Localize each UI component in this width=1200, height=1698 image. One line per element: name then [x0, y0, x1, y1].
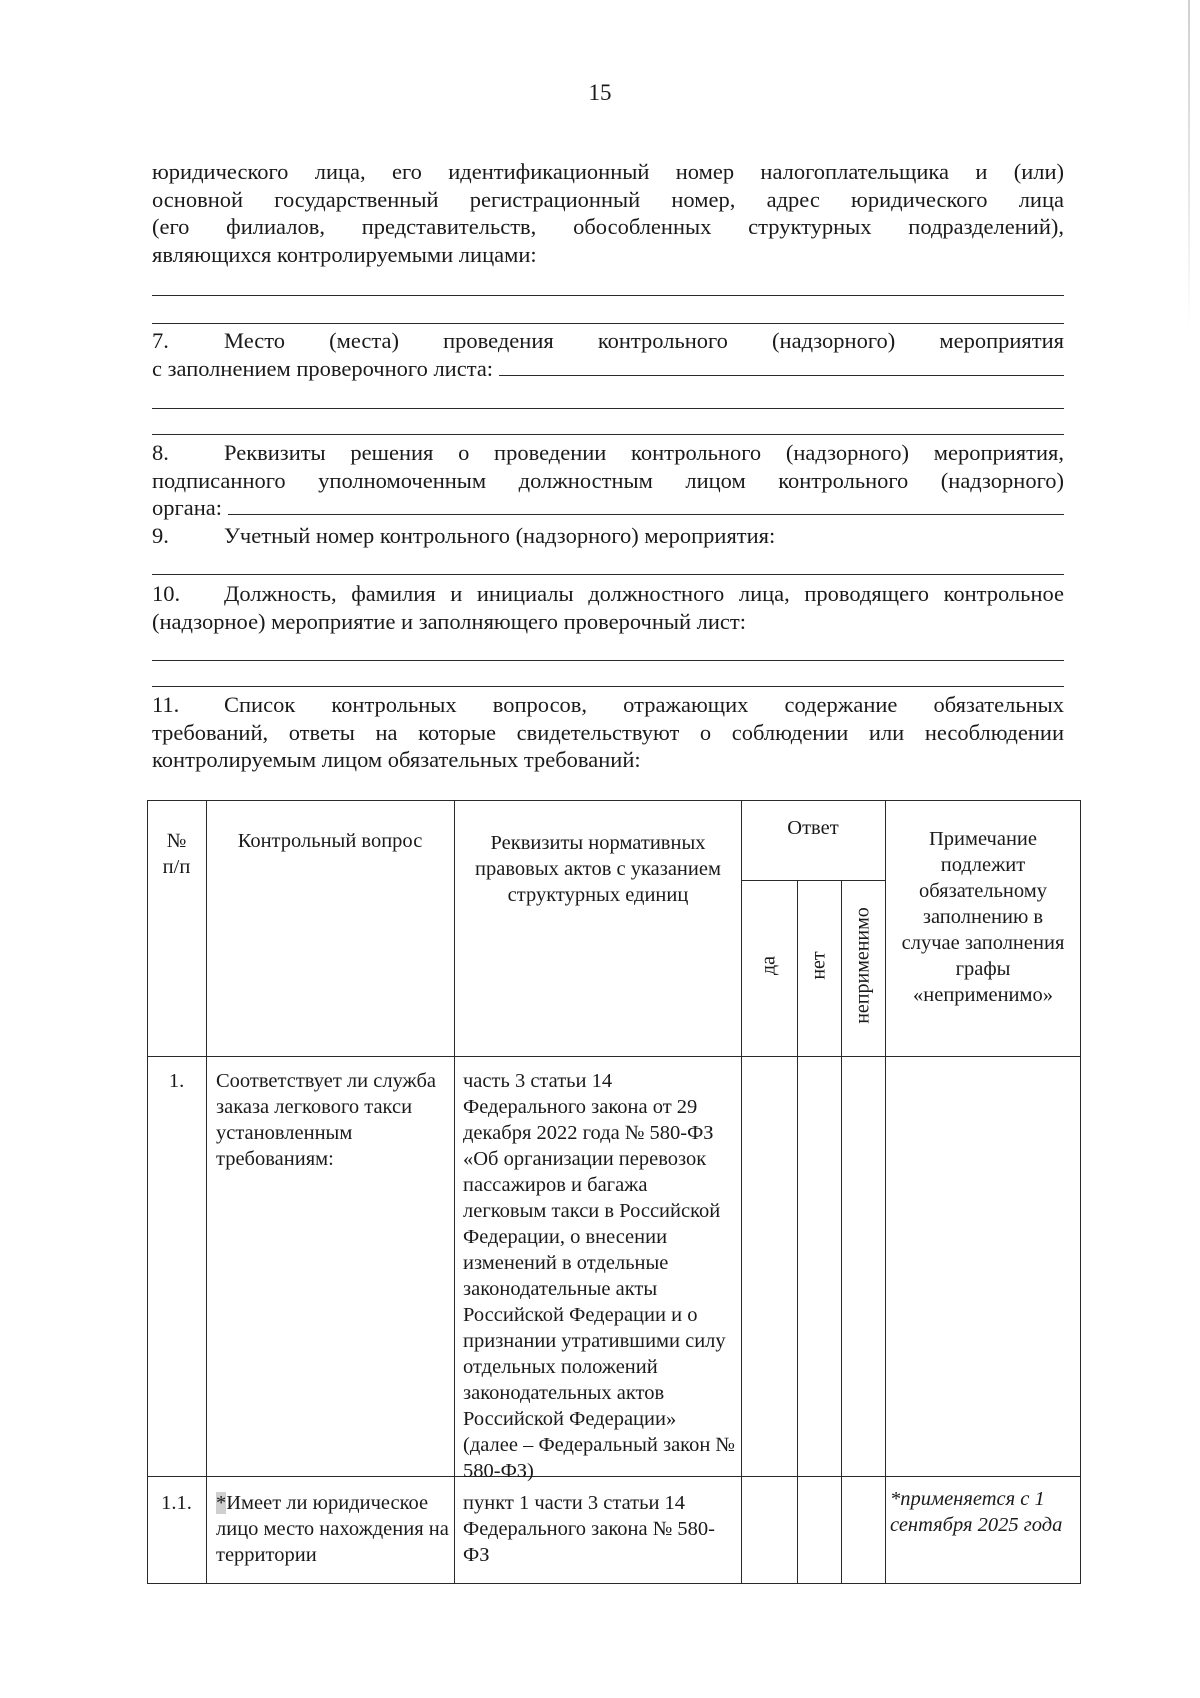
- page-number: 15: [588, 80, 612, 105]
- item-number: 8.: [152, 440, 169, 465]
- table-border: [147, 800, 1081, 801]
- header-no: нет: [807, 951, 830, 980]
- row-question: Соответствует ли служба заказа легкового такси установленным требованиям:: [216, 1070, 436, 1170]
- page-edge-shadow: [1188, 0, 1190, 330]
- table-border: [1080, 800, 1081, 1584]
- header-number-label: п/п: [162, 856, 191, 878]
- fill-line: [152, 660, 1064, 661]
- item-10-line1: Должность, фамилия и инициалы должностного лица, проводящего контрольное: [224, 581, 1064, 606]
- fill-line: [152, 434, 1064, 435]
- table-border: [797, 880, 798, 1584]
- table-border: [454, 800, 455, 1584]
- table-border: [841, 880, 842, 1584]
- header-question: Контрольный вопрос: [237, 830, 423, 852]
- item-11-line3: контролируемым лицом обязательных требований:: [152, 747, 641, 772]
- item-number: 11.: [152, 692, 180, 717]
- intro-line: являющихся контролируемыми лицами:: [152, 241, 537, 267]
- row-number: 1.1.: [161, 1492, 192, 1514]
- intro-line: юридического лица, его идентификационный номер налогоплательщика и (или): [152, 159, 1064, 184]
- header-number: [147, 828, 206, 880]
- item-7-line2: с заполнением проверочного листа:: [152, 355, 494, 381]
- item-8-line1: Реквизиты решения о проведении контрольного (надзорного) мероприятия,: [224, 440, 1064, 465]
- fill-line: [152, 686, 1064, 687]
- header-note: Примечание подлежит обязательному заполнению в случае заполнения графы «неприменимо»: [901, 828, 1065, 1006]
- table-border: [147, 800, 148, 1584]
- item-11-line1: Список контрольных вопросов, отражающих содержание обязательных: [224, 692, 1064, 717]
- item-number: 7.: [152, 328, 169, 353]
- header-number-sign: №: [166, 830, 187, 852]
- checklist-table: [147, 800, 1081, 1584]
- table-border: [147, 1056, 1081, 1057]
- table-border: [206, 800, 207, 1584]
- item-number: 9.: [152, 522, 169, 548]
- header-answer: Ответ: [787, 817, 839, 839]
- header-not-applicable: неприменимо: [851, 907, 874, 1024]
- fill-line: [152, 408, 1064, 409]
- header-requisites: Реквизиты нормативных правовых актов с указанием структурных единиц: [475, 832, 721, 906]
- item-7: [152, 327, 1064, 382]
- row-question: [216, 1490, 454, 1568]
- item-8-line2: подписанного уполномоченным должностным лицом контрольного (надзорного): [152, 467, 1064, 493]
- intro-line: (его филиалов, представительств, обособленных структурных подразделений),: [152, 214, 1064, 239]
- row-requisites: пункт 1 части 3 статьи 14 Федерального закона № 580-ФЗ: [463, 1492, 715, 1566]
- intro-paragraph: [152, 158, 1064, 268]
- table-border: [885, 800, 886, 1584]
- header-yes: да: [757, 955, 780, 976]
- item-9-text: Учетный номер контрольного (надзорного) мероприятия:: [224, 522, 776, 548]
- fill-line: [152, 323, 1064, 324]
- item-8: [152, 439, 1064, 549]
- item-11-line2: требований, ответы на которые свидетельствуют о соблюдении или несоблюдении: [152, 719, 1064, 745]
- item-10: [152, 580, 1064, 635]
- fill-line: [152, 574, 1064, 575]
- fill-line: [228, 494, 1064, 515]
- item-7-line1: Место (места) проведения контрольного (надзорного) мероприятия: [224, 328, 1064, 353]
- row-requisites: часть 3 статьи 14 Федерального закона от 29 декабря 2022 года № 580-ФЗ «Об организации перевозок пассажиров и багажа легковым такси в Российской Федерации, о внесении изменений в отдельные законодательные акты Российской Федерации и о признании утратившими силу отдельных положений законодательных актов Российской Федерации» (далее – Федеральный закон № 580-ФЗ): [463, 1070, 735, 1482]
- fill-line: [499, 355, 1064, 376]
- fill-line: [152, 295, 1064, 296]
- row-number: 1.: [168, 1070, 185, 1092]
- row-note: *применяется с 1 сентября 2025 года: [890, 1488, 1063, 1536]
- item-number: 10.: [152, 581, 181, 606]
- table-border: [741, 880, 885, 881]
- item-10-line2: (надзорное) мероприятие и заполняющего проверочный лист:: [152, 608, 746, 634]
- intro-line: основной государственный регистрационный номер, адрес юридического лица: [152, 186, 1064, 212]
- table-border: [741, 800, 742, 1584]
- item-8-line3: органа:: [152, 495, 222, 520]
- footnote-marker: *: [216, 1492, 227, 1514]
- row-question-text: Имеет ли юридическое лицо место нахождения на территории: [216, 1492, 449, 1566]
- item-11: [152, 691, 1064, 774]
- table-border: [147, 1583, 1081, 1584]
